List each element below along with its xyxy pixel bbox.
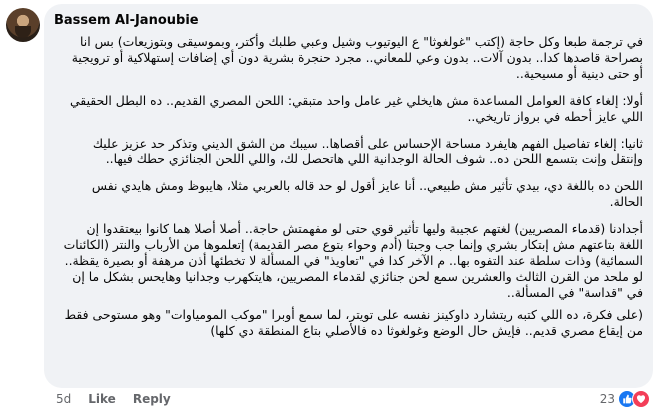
comment-text <box>63 34 643 345</box>
avatar[interactable] <box>6 8 40 42</box>
timestamp[interactable]: 5d <box>56 392 72 406</box>
author-name[interactable]: Bassem Al-Janoubie <box>54 13 199 28</box>
comment-actions <box>56 392 171 406</box>
comment-paragraph: (على فكرة، ده اللي كتبه ريتشارد داوكينز نفسه على تويتر، لما سمع أوبرا "موكب المومياوات" وهو مستوحى فقط من إيقاع مصري قديم.. فإيش حال الوضع وغولغوثا ده فالأصلي بتاع المنطقة دي كلها) <box>64 306 643 338</box>
love-icon <box>632 390 650 408</box>
like-button[interactable]: Like <box>88 392 116 406</box>
comment-paragraph: اللحن ده باللغة دي، بيدي تأثير مش طبيعي.. أنا عايز أقول لو حد قاله بالعربي مثلا، هايبوظ ومش هايدي نفس الحالة. <box>91 178 643 210</box>
comment-paragraph: في ترجمة طبعا وكل حاجة (إكتب "غولغوثا" ع اليوتيوب وشيل وعبي طلبك وأكتر، وبموسيقى وبتوزيعات) بس انا بصراحة قاصدها كدا.. بدون آلات.. بدون وعي للمعاني.. مجرد حنجرة بشرية دون أي إضافات إستهلاكية أو ترويجية أو حتى دينية أو مسيحية.. <box>71 34 643 81</box>
comment-paragraph: أولا: إلغاء كافة العوامل المساعدة مش هايخلي غير عامل واحد متبقي: اللحن المصري القديم.. ده البطل الحقيقي اللي عايز أحطه في برواز تاريخي.. <box>69 92 643 124</box>
reply-button[interactable]: Reply <box>132 392 171 406</box>
reaction-count: 23 <box>599 392 615 406</box>
comment-paragraph: ثانيا: إلغاء تفاصيل الفهم هايفرد مساحة الإحساس على أقصاها.. سيبك من الشق الديني وتذكر حد عزيز عليك وإنتقل وإنت بتسمع اللحن ده.. شوف الحالة الوجدانية اللي هاتحصل لك، واللي اللحن الجنائزي حطك فيها.. <box>92 135 643 167</box>
comment-bubble <box>44 4 653 388</box>
reactions-summary[interactable] <box>600 390 650 408</box>
comment-paragraph: أجدادنا (قدماء المصريين) لغتهم عجيبة وليها تأثير قوي حتى لو مفهمتش حاجة.. أصلا أصلا هما كانوا بيعتقدوا إن اللغة بتاعتهم مش إبتكار بشري وإنما جب وجبتا (أدم وحواء بتوع مصر القديمة) إتعلموها من الأرباب والنتر (الكائنات السمائية) وذات سلطة عند التفوه بها.. م الآخر كدا في "تعاويذ" في المسألة لا تخطئها أذن مرهفة أو بصيرة يقظة.. لو ملحد من القرن الثالث والعشرين سمع لحن جنائزي لقدماء المصريين، هايتكهرب وجدانيا وهايحس بشكل ما إن في "قداسة" في المسألة.. <box>63 221 643 300</box>
avatar-photo <box>15 26 31 38</box>
